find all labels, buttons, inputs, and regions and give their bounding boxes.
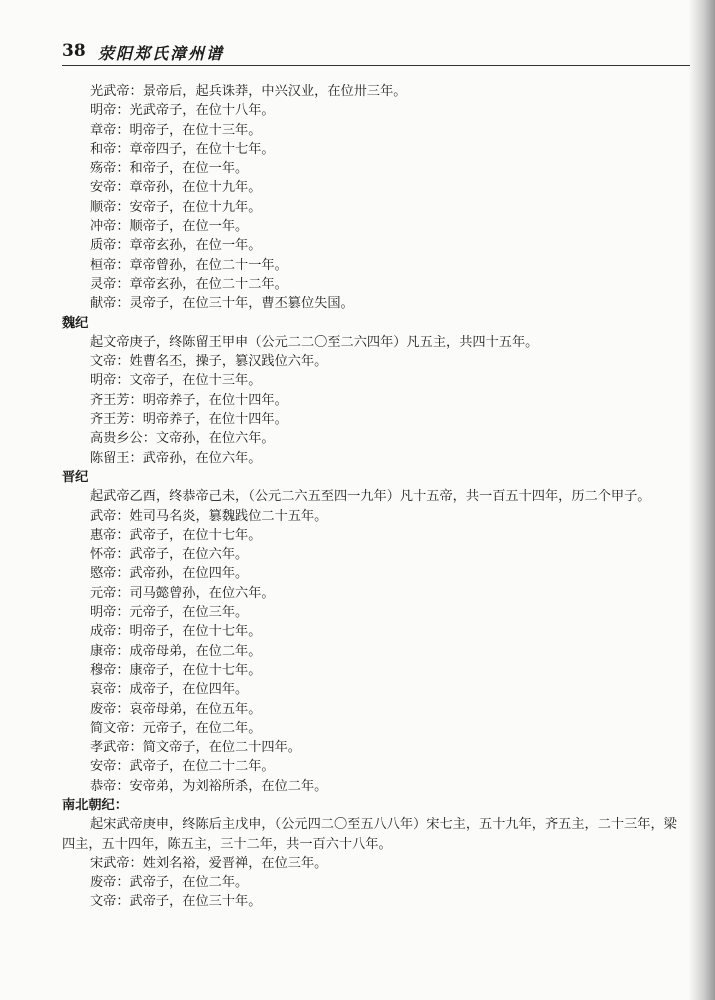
text-line: 起宋武帝庚申，终陈后主戊申，（公元四二〇至五八八年）宋七主，五十九年，齐五主，二十三年，梁	[90, 817, 677, 833]
emperor-entry: 灵帝：章帝玄孙，在位二十二年。	[90, 276, 288, 292]
text-line: 起文帝庚子，终陈留王甲申（公元二二〇至二六四年）凡五主，共四十五年。	[90, 334, 539, 350]
book-title: 荥阳郑氏漳州谱	[98, 44, 225, 63]
text-line: 四主，五十四年，陈五主，三十二年，共一百六十八年。	[62, 836, 392, 852]
emperor-entry: 恭帝：安帝弟，为刘裕所杀，在位二年。	[90, 778, 328, 794]
section-heading: 魏纪	[62, 315, 89, 331]
emperor-entry: 愍帝：武帝孙，在位四年。	[90, 566, 249, 582]
emperor-entry: 武帝：姓司马名炎，篡魏践位二十五年。	[90, 508, 328, 524]
emperor-entry: 和帝：章帝四子，在位十七年。	[90, 141, 275, 157]
emperor-entry: 光武帝：景帝后，起兵诛莽，中兴汉业，在位卅三年。	[90, 84, 407, 99]
emperor-entry: 简文帝：元帝子，在位二年。	[90, 720, 262, 736]
emperor-entry: 高贵乡公：文帝孙，在位六年。	[90, 431, 275, 447]
emperor-entry: 宋武帝：姓刘名裕，爱晋禅，在位三年。	[90, 855, 328, 871]
emperor-entry: 齐王芳：明帝养子，在位十四年。	[90, 392, 288, 408]
emperor-entry: 殇帝：和帝子，在位一年。	[90, 161, 249, 177]
emperor-entry: 齐王芳：明帝养子，在位十四年。	[90, 412, 288, 428]
emperor-entry: 质帝：章帝玄孙，在位一年。	[90, 238, 262, 254]
emperor-entry: 献帝：灵帝子，在位三十年，曹丕篡位失国。	[90, 296, 354, 312]
emperor-entry: 惠帝：武帝子，在位十七年。	[90, 527, 262, 543]
emperor-entry: 明帝：文帝子，在位十三年。	[90, 373, 262, 389]
emperor-entry: 顺帝：安帝子，在位十九年。	[90, 199, 262, 215]
emperor-entry: 哀帝：成帝子，在位四年。	[90, 682, 249, 698]
emperor-entry: 安帝：武帝子，在位二十二年。	[90, 759, 275, 775]
emperor-entry: 安帝：章帝孙，在位十九年。	[90, 180, 262, 196]
emperor-entry: 元帝：司马懿曾孙，在位六年。	[90, 585, 275, 601]
emperor-entry: 孝武帝：简文帝子，在位二十四年。	[90, 740, 301, 756]
emperor-entry: 成帝：明帝子，在位十七年。	[90, 624, 262, 640]
emperor-entry: 穆帝：康帝子，在位十七年。	[90, 662, 262, 678]
emperor-entry: 文帝：武帝子，在位三十年。	[90, 894, 262, 910]
text-line: 起武帝乙酉，终恭帝己未，（公元二六五至四一九年）凡十五帝，共一百五十四年，历二个甲子。	[90, 489, 651, 505]
emperor-entry: 明帝：元帝子，在位三年。	[90, 605, 249, 621]
section-heading: 晋纪	[62, 469, 89, 485]
emperor-entry: 废帝：哀帝母弟，在位五年。	[90, 701, 262, 717]
emperor-entry: 废帝：武帝子，在位二年。	[90, 875, 249, 891]
emperor-entry: 康帝：成帝母弟，在位二年。	[90, 643, 262, 659]
page-number: 38	[62, 41, 86, 61]
page-edge-shadow	[689, 0, 715, 1000]
emperor-entry: 章帝：明帝子，在位十三年。	[90, 122, 262, 138]
emperor-entry: 冲帝：顺帝子，在位一年。	[90, 219, 249, 235]
document-body	[62, 82, 692, 912]
emperor-entry: 陈留王：武帝孙，在位六年。	[90, 450, 262, 466]
emperor-entry: 明帝：光武帝子，在位十八年。	[90, 103, 275, 119]
section-heading: 南北朝纪：	[62, 797, 128, 813]
emperor-entry: 桓帝：章帝曾孙，在位二十一年。	[90, 257, 288, 273]
emperor-entry: 怀帝：武帝子，在位六年。	[90, 547, 249, 563]
emperor-entry: 文帝：姓曹名丕，操子，篡汉践位六年。	[90, 354, 328, 370]
page-header	[62, 41, 690, 66]
